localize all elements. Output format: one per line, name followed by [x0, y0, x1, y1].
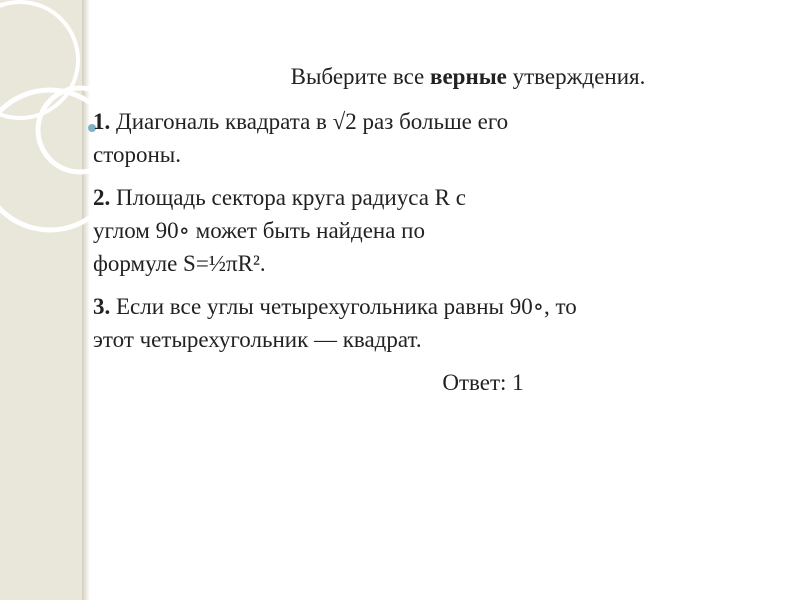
statement-1-number: 1.	[93, 109, 111, 134]
statement-2-line-3: формуле S=½πR².	[93, 251, 266, 276]
statement-3-number: 3.	[93, 294, 111, 319]
statement-2-number: 2.	[93, 185, 111, 210]
title-text-before: Выберите все	[290, 64, 431, 89]
statement-2-line-1: Площадь сектора круга радиуса R с	[110, 185, 466, 210]
statement-1-line-2: стороны.	[93, 142, 181, 167]
slide-content	[93, 60, 783, 422]
statement-1	[93, 105, 783, 171]
title-text-after: утверждения.	[506, 64, 646, 89]
slide-title	[93, 60, 783, 93]
statement-1-line-1: Диагональ квадрата в √2 раз больше его	[110, 109, 509, 134]
statement-3-line-1: Если все углы четырехугольника равны 90∘, то	[110, 294, 577, 319]
answer-text: Ответ: 1	[442, 370, 524, 395]
title-text-bold: верные	[430, 64, 507, 89]
statement-3-line-2: этот четырехугольник — квадрат.	[93, 327, 422, 352]
statement-2	[93, 181, 783, 280]
statement-3	[93, 290, 783, 356]
statement-2-line-2: углом 90∘ может быть найдена по	[93, 218, 425, 243]
